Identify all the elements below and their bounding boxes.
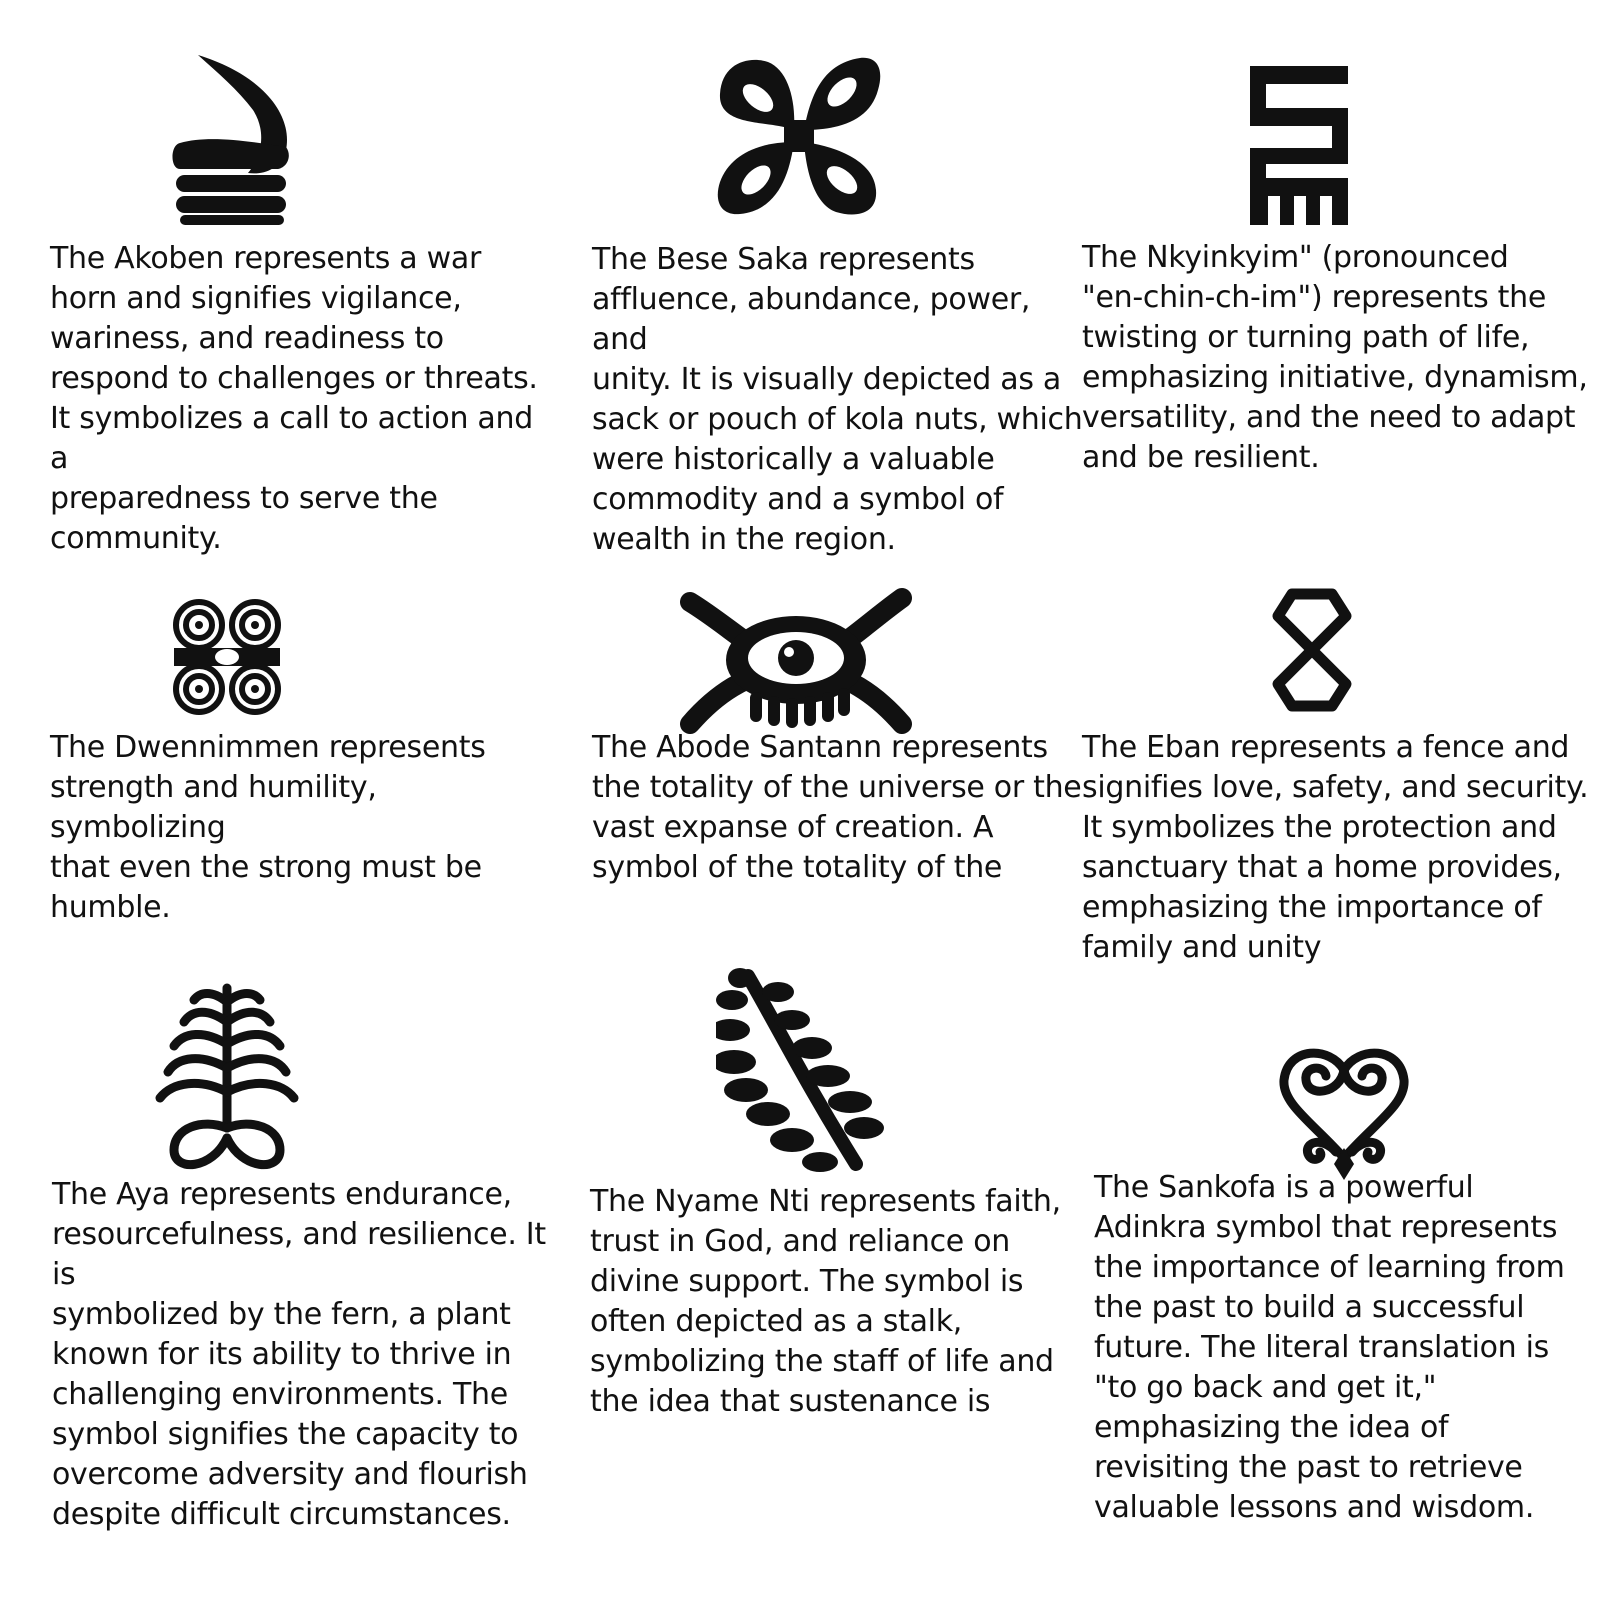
dwennimmen-icon: [172, 598, 282, 716]
eban-description: The Eban represents a fence and signifies love, safety, and security. It symbolizes the protection and sanctuary that a home provides, emphasizing the importance of family and unity: [1082, 730, 1589, 965]
sankofa-description: The Sankofa is a powerful Adinkra symbol that represents the importance of learning from the past to build a successful future. The literal translation is "to go back and get it," emphasizing the idea of revisiting the past to retrieve valuable lessons and wisdom.: [1094, 1170, 1565, 1525]
dwennimmen-description: The Dwennimmen represents strength and humility, symbolizing that even the strong must be humble.: [50, 730, 486, 925]
aya-description: The Aya represents endurance, resourcefulness, and resilience. It is symbolized by the fern, a plant known for its ability to thrive in challenging environments. The symbol signifies the capacity to overcome adversity and flourish despite difficult circumstances.: [52, 1177, 546, 1532]
bese-saka-icon: [710, 50, 888, 222]
nkyinkyim-icon: [1236, 60, 1364, 225]
abode-santann-icon: [676, 584, 916, 734]
akoben-description: The Akoben represents a war horn and signifies vigilance, wariness, and readiness to respond to challenges or threats. It symbolizes a call to action and a preparedness to serve the community.: [50, 241, 538, 556]
eban-icon: [1262, 586, 1362, 714]
abode-santann-description: The Abode Santann represents the totality of the universe or the vast expanse of creation. A symbol of the totality of the: [592, 730, 1082, 885]
sankofa-icon: [1274, 1040, 1414, 1182]
nkyinkyim-description: The Nkyinkyim" (pronounced "en-chin-ch-im") represents the twisting or turning path of life, emphasizing initiative, dynamism, versatility, and the need to adapt and be resilient.: [1082, 240, 1588, 475]
akoben-icon: [168, 55, 298, 225]
bese-saka-description: The Bese Saka represents affluence, abundance, power, and unity. It is visually depicted as a sack or pouch of kola nuts, which were historically a valuable commodity and a symbol of wealth in the region.: [592, 242, 1083, 557]
nyame-nti-icon: [716, 964, 888, 1174]
nyame-nti-description: The Nyame Nti represents faith, trust in God, and reliance on divine support. The symbol is often depicted as a stalk, symbolizing the staff of life and the idea that sustenance is: [590, 1184, 1061, 1419]
aya-icon: [152, 978, 302, 1178]
